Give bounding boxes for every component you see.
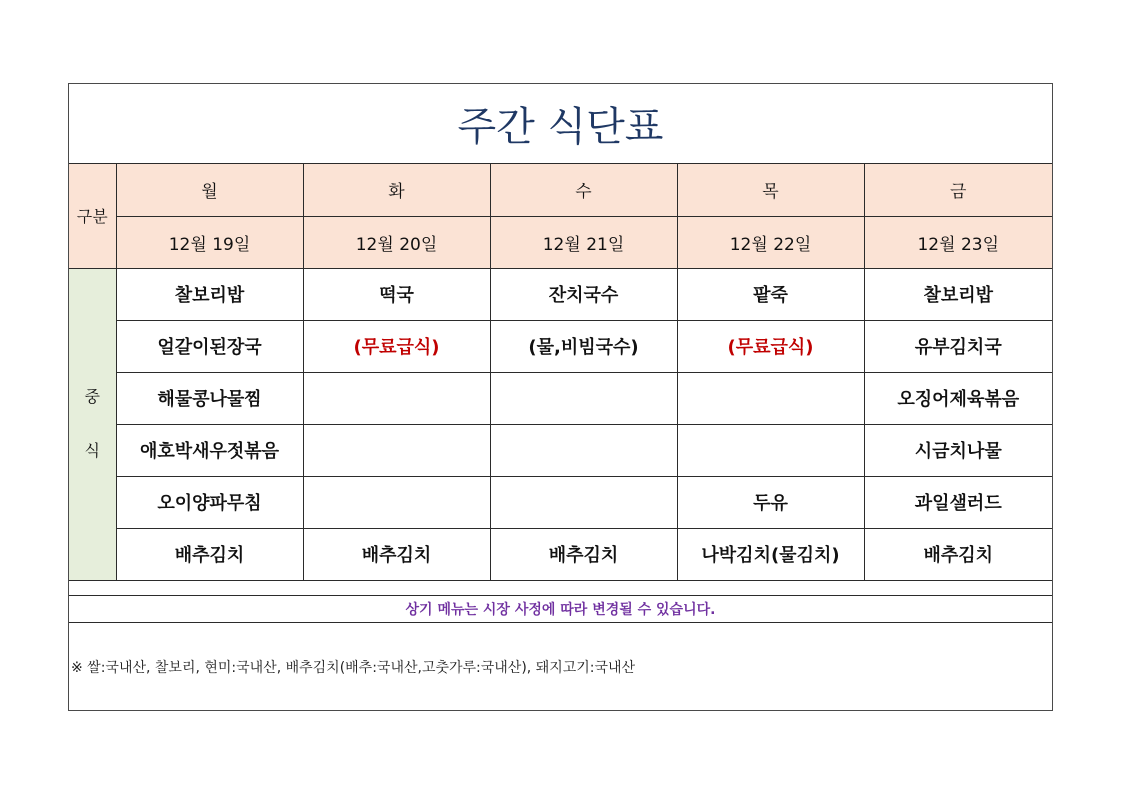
menu-cell: 배추김치 xyxy=(116,528,303,580)
menu-cell xyxy=(677,372,864,424)
menu-cell: 오징어제육볶음 xyxy=(864,372,1052,424)
menu-table xyxy=(69,164,1052,581)
day-header-wed: 수 xyxy=(490,164,677,216)
day-header-tue: 화 xyxy=(303,164,490,216)
menu-cell xyxy=(677,424,864,476)
menu-cell-free-meal: (무료급식) xyxy=(303,320,490,372)
menu-cell: 두유 xyxy=(677,476,864,528)
menu-cell: 찰보리밥 xyxy=(864,268,1052,320)
menu-cell: 얼갈이된장국 xyxy=(116,320,303,372)
menu-cell: 유부김치국 xyxy=(864,320,1052,372)
notice-text: 상기 메뉴는 시장 사정에 따라 변경될 수 있습니다. xyxy=(69,595,1052,623)
day-header-thu: 목 xyxy=(677,164,864,216)
date-header-mon: 12월 19일 xyxy=(116,216,303,268)
date-header-thu: 12월 22일 xyxy=(677,216,864,268)
date-header-row xyxy=(69,216,1052,268)
menu-cell: 떡국 xyxy=(303,268,490,320)
menu-cell: 배추김치 xyxy=(490,528,677,580)
lunch-label xyxy=(69,268,116,580)
gubun-label: 구분 xyxy=(69,164,116,268)
menu-cell: 배추김치 xyxy=(864,528,1052,580)
menu-row xyxy=(69,528,1052,580)
menu-sheet xyxy=(68,83,1053,711)
date-header-fri: 12월 23일 xyxy=(864,216,1052,268)
date-header-tue: 12월 20일 xyxy=(303,216,490,268)
menu-cell: 해물콩나물찜 xyxy=(116,372,303,424)
menu-row xyxy=(69,372,1052,424)
menu-row xyxy=(69,320,1052,372)
menu-cell: 잔치국수 xyxy=(490,268,677,320)
date-header-wed: 12월 21일 xyxy=(490,216,677,268)
menu-cell: 나박김치(물김치) xyxy=(677,528,864,580)
menu-cell xyxy=(303,424,490,476)
menu-cell: 찰보리밥 xyxy=(116,268,303,320)
menu-cell-free-meal: (무료급식) xyxy=(677,320,864,372)
menu-cell: 오이양파무침 xyxy=(116,476,303,528)
day-header-mon: 월 xyxy=(116,164,303,216)
menu-cell xyxy=(303,372,490,424)
day-header-fri: 금 xyxy=(864,164,1052,216)
menu-cell: 시금치나물 xyxy=(864,424,1052,476)
day-header-row xyxy=(69,164,1052,216)
menu-row xyxy=(69,424,1052,476)
menu-cell: 애호박새우젓볶음 xyxy=(116,424,303,476)
menu-cell xyxy=(303,476,490,528)
lunch-label-char: 식 xyxy=(84,441,100,460)
menu-cell xyxy=(490,372,677,424)
menu-row xyxy=(69,268,1052,320)
menu-cell: 배추김치 xyxy=(303,528,490,580)
menu-row xyxy=(69,476,1052,528)
menu-cell: 팥죽 xyxy=(677,268,864,320)
menu-cell: (물,비빔국수) xyxy=(490,320,677,372)
page-title: 주간 식단표 xyxy=(69,84,1052,164)
menu-cell xyxy=(490,476,677,528)
origin-text: ※ 쌀:국내산, 찰보리, 현미:국내산, 배추김치(배추:국내산,고춧가루:국내산), 돼지고기:국내산 xyxy=(71,659,636,676)
menu-cell: 과일샐러드 xyxy=(864,476,1052,528)
menu-cell xyxy=(490,424,677,476)
lunch-label-char: 중 xyxy=(84,387,100,406)
